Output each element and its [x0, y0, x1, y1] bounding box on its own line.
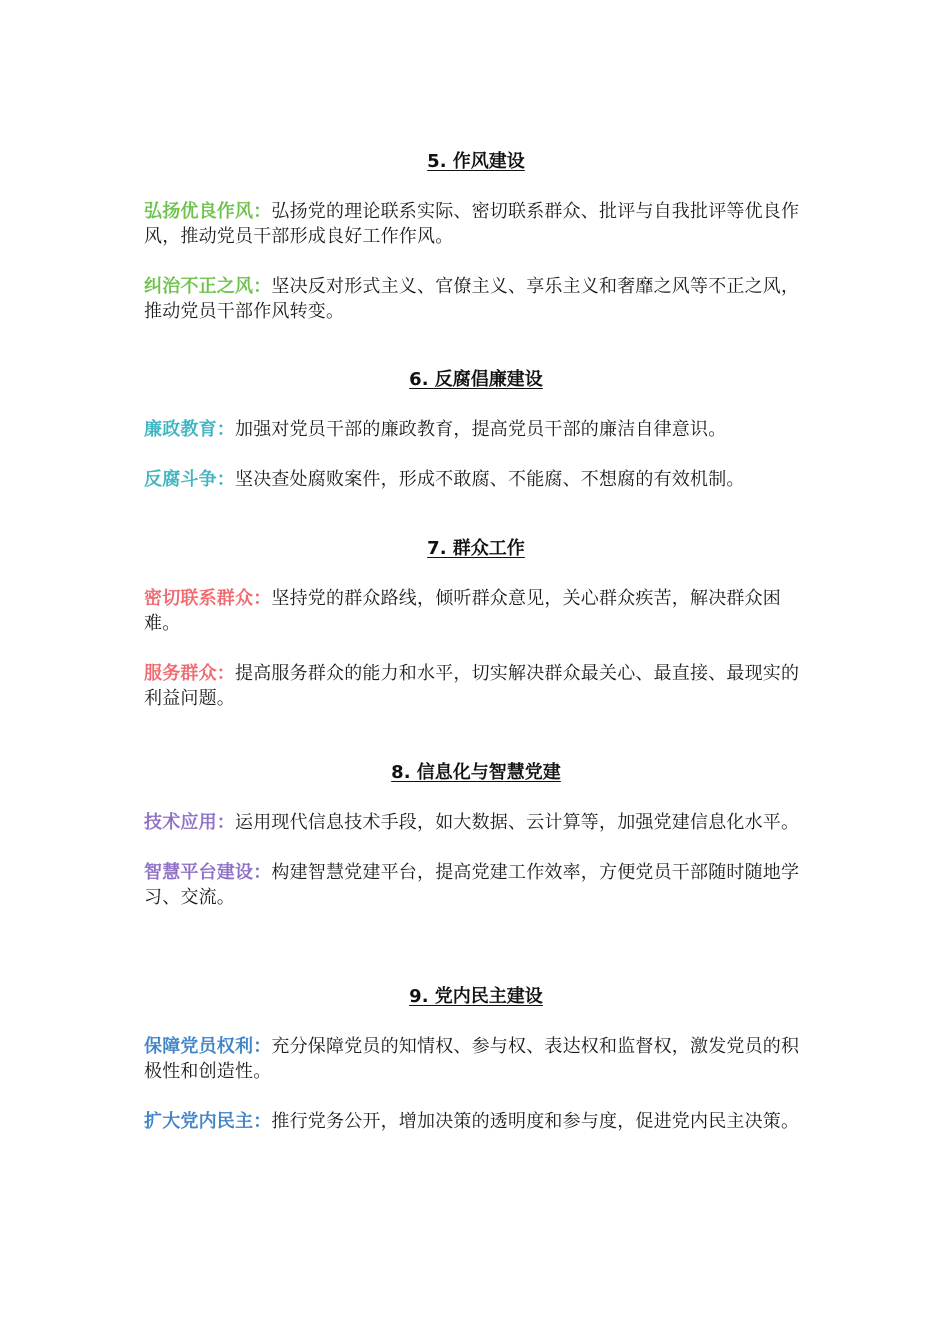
paragraph-label: 智慧平台建设：: [144, 862, 272, 883]
section-smart-party-building: [144, 761, 808, 910]
paragraph-text: 坚持党的群众路线，倾听群众意见，关心群众疾苦，解决群众困难。: [144, 588, 782, 634]
paragraph-label: 弘扬优良作风：: [144, 201, 272, 222]
section-title: 9. 党内民主建设: [409, 986, 543, 1007]
paragraph-label: 技术应用：: [144, 812, 235, 833]
paragraph-text: 坚决查处腐败案件，形成不敢腐、不能腐、不想腐的有效机制。: [235, 469, 745, 490]
paragraph-text: 充分保障党员的知情权、参与权、表达权和监督权，激发党员的积极性和创造性。: [144, 1036, 800, 1082]
paragraph-smart-platform: [144, 860, 808, 910]
section-title: 6. 反腐倡廉建设: [409, 369, 543, 390]
section-title: 5. 作风建设: [427, 151, 525, 172]
paragraph-label: 服务群众：: [144, 663, 235, 684]
paragraph-text: 提高服务群众的能力和水平，切实解决群众最关心、最直接、最现实的利益问题。: [144, 663, 800, 709]
paragraph-correct-bad-style: [144, 274, 808, 324]
paragraph-expand-democracy: [144, 1109, 808, 1134]
paragraph-label: 密切联系群众：: [144, 588, 272, 609]
paragraph-text: 运用现代信息技术手段，如大数据、云计算等，加强党建信息化水平。: [235, 812, 800, 833]
section-anti-corruption: [144, 368, 808, 492]
paragraph-serve-masses: [144, 661, 808, 711]
paragraph-integrity-education: [144, 417, 808, 442]
paragraph-label: 反腐斗争：: [144, 469, 235, 490]
section-mass-work: [144, 537, 808, 711]
paragraph-close-ties-masses: [144, 586, 808, 636]
paragraph-anti-corruption-fight: [144, 467, 808, 492]
paragraph-text: 构建智慧党建平台，提高党建工作效率，方便党员干部随时随地学习、交流。: [144, 862, 800, 908]
paragraph-label: 纠治不正之风：: [144, 276, 272, 297]
paragraph-text: 加强对党员干部的廉政教育，提高党员干部的廉洁自律意识。: [235, 419, 727, 440]
paragraph-text: 弘扬党的理论联系实际、密切联系群众、批评与自我批评等优良作风，推动党员干部形成良好工作作风。: [144, 201, 800, 247]
paragraph-technology-application: [144, 810, 808, 835]
paragraph-label: 保障党员权利：: [144, 1036, 272, 1057]
section-inner-party-democracy: [144, 985, 808, 1134]
paragraph-text: 坚决反对形式主义、官僚主义、享乐主义和奢靡之风等不正之风，推动党员干部作风转变。: [144, 276, 800, 322]
section-title: 8. 信息化与智慧党建: [391, 762, 561, 783]
paragraph-label: 扩大党内民主：: [144, 1111, 272, 1132]
section-work-style: [144, 150, 808, 324]
paragraph-protect-member-rights: [144, 1034, 808, 1084]
paragraph-label: 廉政教育：: [144, 419, 235, 440]
paragraph-promote-good-style: [144, 199, 808, 249]
paragraph-text: 推行党务公开，增加决策的透明度和参与度，促进党内民主决策。: [271, 1111, 800, 1132]
section-title: 7. 群众工作: [427, 538, 525, 559]
